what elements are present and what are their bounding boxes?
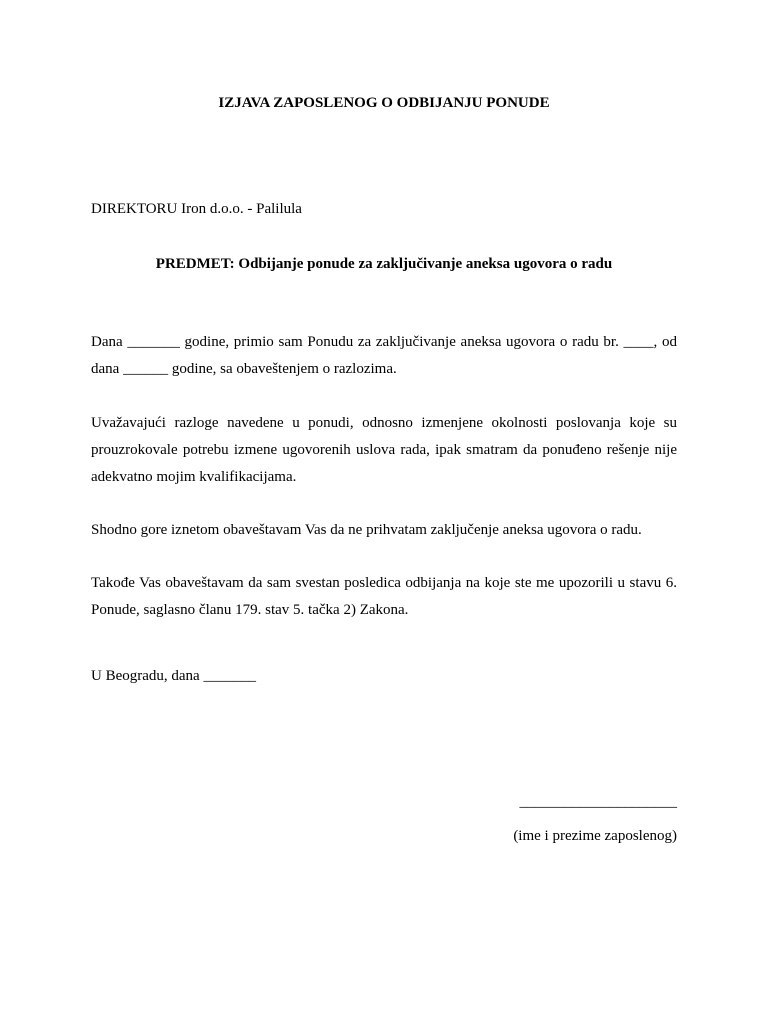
place-date: U Beogradu, dana _______: [91, 668, 256, 684]
paragraph-rejection: Shodno gore iznetom obaveštavam Vas da ne prihvatam zaključenje aneksa ugovora o radu.: [91, 522, 642, 538]
paragraph-reasons: Uvažavajući razloge navedene u ponudi, odnosno izmenjene okolnosti poslovanja koje su prouzrokovale potrebu izmene ugovorenih uslova rada, ipak smatram da ponuđeno rešenje nije adekvatno mojim kvalifikacijama.: [91, 415, 677, 485]
paragraph-receipt: Dana _______ godine, primio sam Ponudu za zaključivanje aneksa ugovora o radu br. ____, od dana ______ godine, sa obaveštenjem o razlozima.: [91, 334, 677, 377]
signature-line: _____________________: [519, 794, 677, 810]
subject-line: PREDMET: Odbijanje ponude za zaključivanje aneksa ugovora o radu: [155, 256, 613, 272]
document-title: IZJAVA ZAPOSLENOG O ODBIJANJU PONUDE: [218, 95, 550, 111]
addressee: DIREKTORU Iron d.o.o. - Palilula: [91, 201, 302, 217]
paragraph-consequences: Takođe Vas obaveštavam da sam svestan posledica odbijanja na koje ste me upozorili u stavu 6. Ponude, saglasno članu 179. stav 5. tačka 2) Zakona.: [91, 575, 677, 618]
signature-caption: (ime i prezime zaposlenog): [513, 828, 677, 844]
